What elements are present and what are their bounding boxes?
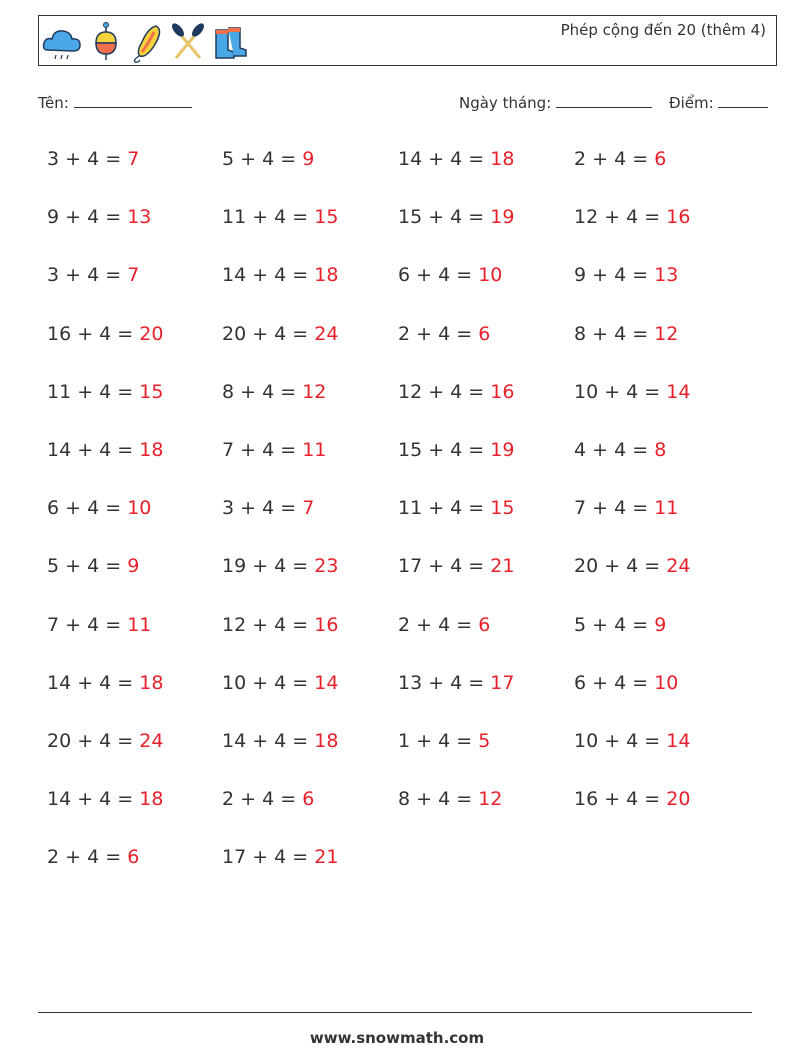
problem-answer: 9 — [127, 555, 140, 578]
date-label: Ngày tháng: — [459, 94, 552, 112]
worksheet-header — [38, 15, 777, 66]
problem-answer: 11 — [127, 613, 152, 636]
problem-item — [47, 788, 163, 810]
problem-item — [574, 788, 690, 810]
problem-item — [47, 381, 163, 403]
problem-answer: 18 — [314, 264, 339, 287]
problem-answer: 6 — [478, 322, 491, 345]
problem-question: 16 + 4 = — [574, 788, 667, 811]
problem-question: 3 + 4 = — [47, 264, 128, 287]
problem-item — [574, 381, 690, 403]
rain-boots-icon — [210, 20, 250, 64]
header-icons — [42, 20, 252, 64]
problem-answer: 6 — [127, 846, 140, 869]
problem-item — [398, 788, 502, 810]
problem-answer: 20 — [139, 322, 164, 345]
problem-question: 5 + 4 = — [574, 613, 655, 636]
problem-question: 12 + 4 = — [398, 380, 491, 403]
problem-item — [47, 264, 139, 286]
problem-question: 12 + 4 = — [222, 613, 315, 636]
problem-answer: 15 — [490, 497, 515, 520]
problem-question: 11 + 4 = — [222, 206, 315, 229]
score-field — [669, 93, 768, 112]
problem-question: 7 + 4 = — [222, 439, 303, 461]
problem-answer: 14 — [314, 671, 339, 694]
problem-question: 8 + 4 = — [574, 322, 655, 345]
problem-question: 13 + 4 = — [398, 671, 491, 694]
score-blank — [718, 93, 768, 108]
problem-item — [47, 614, 151, 636]
problem-question: 14 + 4 = — [222, 730, 315, 752]
problem-answer: 10 — [654, 671, 679, 694]
name-field — [38, 93, 192, 112]
problem-question: 20 + 4 = — [47, 730, 140, 752]
problem-answer: 21 — [314, 846, 339, 869]
problem-question: 7 + 4 = — [574, 497, 655, 520]
problem-question: 20 + 4 = — [574, 555, 667, 578]
problem-question: 14 + 4 = — [47, 439, 140, 461]
fishing-bobber-icon — [84, 20, 124, 64]
crossed-paddles-icon — [168, 20, 208, 64]
problem-answer: 18 — [139, 671, 164, 694]
problem-question: 17 + 4 = — [398, 555, 491, 578]
problem-answer: 21 — [490, 555, 515, 578]
problem-answer: 16 — [314, 613, 339, 636]
problem-answer: 12 — [302, 380, 327, 403]
problem-item — [398, 381, 514, 403]
rain-cloud-icon — [42, 20, 82, 64]
problem-answer: 10 — [478, 264, 503, 287]
problem-answer: 18 — [490, 148, 515, 170]
problem-question: 2 + 4 = — [222, 788, 303, 811]
problem-answer: 5 — [478, 730, 491, 752]
problem-item — [398, 148, 514, 170]
problem-answer: 18 — [314, 730, 339, 752]
problem-question: 6 + 4 = — [47, 497, 128, 520]
problem-item — [47, 497, 151, 519]
problem-item — [574, 672, 678, 694]
problem-item — [222, 206, 338, 228]
problem-item — [222, 730, 338, 752]
problem-item — [222, 264, 338, 286]
date-field — [459, 93, 652, 112]
problem-answer: 7 — [127, 148, 140, 170]
problem-question: 12 + 4 = — [574, 206, 667, 229]
problem-item — [574, 206, 690, 228]
problem-answer: 8 — [654, 439, 667, 461]
date-blank — [556, 93, 652, 108]
problem-item — [398, 206, 514, 228]
problem-question: 2 + 4 = — [574, 148, 655, 170]
problem-question: 9 + 4 = — [47, 206, 128, 229]
problem-item — [222, 497, 314, 519]
problem-question: 8 + 4 = — [222, 380, 303, 403]
problem-question: 14 + 4 = — [222, 264, 315, 287]
problem-answer: 24 — [314, 322, 339, 345]
problem-question: 5 + 4 = — [47, 555, 128, 578]
problem-question: 14 + 4 = — [47, 671, 140, 694]
problem-item — [574, 264, 678, 286]
problem-question: 14 + 4 = — [47, 788, 140, 811]
problem-question: 11 + 4 = — [398, 497, 491, 520]
footer-divider — [38, 1012, 752, 1013]
problem-item — [222, 788, 314, 810]
problem-question: 19 + 4 = — [222, 555, 315, 578]
problem-answer: 9 — [654, 613, 667, 636]
fishing-lure-icon — [126, 20, 166, 64]
problem-item — [222, 614, 338, 636]
problem-item — [398, 614, 490, 636]
problem-item — [47, 323, 163, 345]
problem-question: 9 + 4 = — [574, 264, 655, 287]
problem-item — [398, 323, 490, 345]
problem-answer: 15 — [314, 206, 339, 229]
problem-answer: 18 — [139, 788, 164, 811]
problem-question: 10 + 4 = — [222, 671, 315, 694]
problem-item — [398, 497, 514, 519]
problem-question: 1 + 4 = — [398, 730, 479, 752]
problem-question: 11 + 4 = — [47, 380, 140, 403]
problem-answer: 16 — [490, 380, 515, 403]
name-blank — [74, 93, 192, 108]
problem-item — [574, 148, 666, 170]
problem-answer: 6 — [654, 148, 667, 170]
problem-question: 2 + 4 = — [398, 322, 479, 345]
problem-item — [47, 555, 139, 577]
problem-answer: 15 — [139, 380, 164, 403]
problem-answer: 14 — [666, 380, 691, 403]
problem-item — [222, 323, 338, 345]
problem-question: 5 + 4 = — [222, 148, 303, 170]
problem-item — [398, 264, 502, 286]
problem-item — [47, 672, 163, 694]
problem-answer: 9 — [302, 148, 315, 170]
problem-question: 15 + 4 = — [398, 439, 491, 461]
problem-item — [222, 439, 326, 461]
worksheet-title: Phép cộng đến 20 (thêm 4) — [560, 21, 766, 39]
name-label: Tên: — [38, 94, 69, 112]
problem-answer: 12 — [478, 788, 503, 811]
problem-item — [574, 323, 678, 345]
problem-answer: 13 — [127, 206, 152, 229]
problem-question: 17 + 4 = — [222, 846, 315, 869]
problem-answer: 19 — [490, 206, 515, 229]
problem-item — [47, 206, 151, 228]
problem-item — [398, 730, 490, 752]
problem-answer: 20 — [666, 788, 691, 811]
problem-question: 3 + 4 = — [47, 148, 128, 170]
problem-item — [574, 614, 666, 636]
problem-item — [574, 555, 690, 577]
problem-answer: 16 — [666, 206, 691, 229]
problem-item — [47, 439, 163, 461]
problem-question: 2 + 4 = — [47, 846, 128, 869]
problem-item — [574, 497, 678, 519]
problem-answer: 6 — [478, 613, 491, 636]
problem-question: 10 + 4 = — [574, 380, 667, 403]
problem-answer: 7 — [127, 264, 140, 287]
problem-question: 7 + 4 = — [47, 613, 128, 636]
problem-answer: 6 — [302, 788, 315, 811]
problem-question: 2 + 4 = — [398, 613, 479, 636]
problem-question: 8 + 4 = — [398, 788, 479, 811]
problem-question: 15 + 4 = — [398, 206, 491, 229]
problem-item — [47, 846, 139, 868]
problem-question: 3 + 4 = — [222, 497, 303, 520]
problem-item — [574, 439, 666, 461]
problem-item — [398, 555, 514, 577]
problem-answer: 11 — [654, 497, 679, 520]
problem-question: 16 + 4 = — [47, 322, 140, 345]
problem-item — [47, 730, 163, 752]
problem-answer: 24 — [139, 730, 164, 752]
problem-question: 4 + 4 = — [574, 439, 655, 461]
problem-answer: 14 — [666, 730, 691, 752]
score-label: Điểm: — [669, 94, 714, 112]
problem-item — [222, 846, 338, 868]
problem-answer: 12 — [654, 322, 679, 345]
problem-answer: 24 — [666, 555, 691, 578]
footer-url: www.snowmath.com — [309, 1029, 485, 1047]
problem-item — [222, 555, 338, 577]
problem-item — [222, 672, 338, 694]
problem-item — [47, 148, 139, 170]
problem-answer: 18 — [139, 439, 164, 461]
problem-answer: 11 — [302, 439, 327, 461]
problem-item — [222, 381, 326, 403]
problem-item — [398, 439, 514, 461]
problem-answer: 19 — [490, 439, 515, 461]
problem-question: 20 + 4 = — [222, 322, 315, 345]
problem-item — [222, 148, 314, 170]
problem-item — [398, 672, 514, 694]
problem-question: 10 + 4 = — [574, 730, 667, 752]
problem-answer: 13 — [654, 264, 679, 287]
problem-question: 14 + 4 = — [398, 148, 491, 170]
problem-question: 6 + 4 = — [574, 671, 655, 694]
problem-answer: 10 — [127, 497, 152, 520]
problem-item — [574, 730, 690, 752]
problem-answer: 7 — [302, 497, 315, 520]
problem-answer: 17 — [490, 671, 515, 694]
problem-answer: 23 — [314, 555, 339, 578]
problem-question: 6 + 4 = — [398, 264, 479, 287]
